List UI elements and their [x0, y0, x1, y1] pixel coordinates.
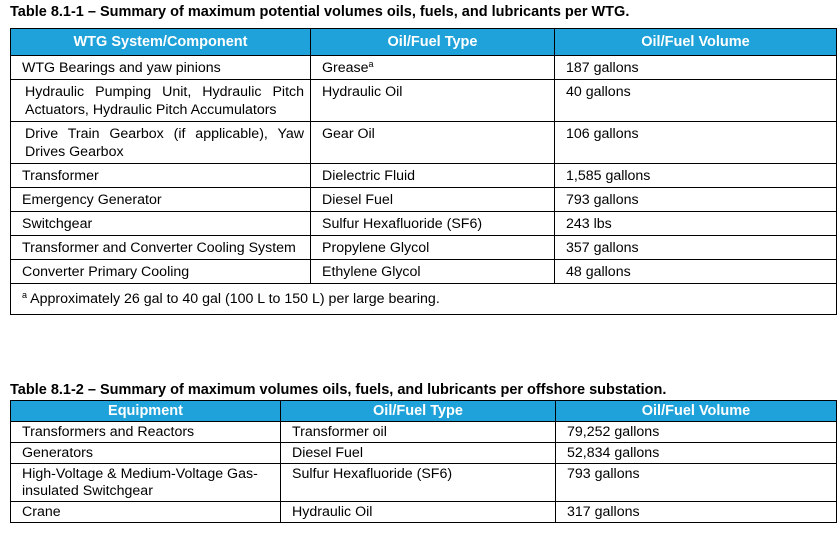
- footnote-marker: a: [368, 59, 374, 69]
- table-cell: Transformer oil: [281, 422, 556, 443]
- table-cell: Drive Train Gearbox (if applicable), Yaw Drives Gearbox: [11, 122, 311, 164]
- table-cell: WTG Bearings and yaw pinions: [11, 56, 311, 80]
- table-cell: 243 lbs: [555, 212, 837, 236]
- table-cell: Hydraulic Oil: [281, 502, 556, 523]
- footnote-text: Approximately 26 gal to 40 gal (100 L to 150 L) per large bearing.: [27, 291, 440, 307]
- table-cell: Generators: [11, 443, 281, 464]
- table-cell: Gear Oil: [311, 122, 555, 164]
- footnote-marker: a: [22, 290, 28, 300]
- table-row: [11, 464, 837, 502]
- substation-volumes-table: [10, 400, 837, 523]
- table-row: [11, 164, 837, 188]
- table-row: [11, 502, 837, 523]
- table-cell: Emergency Generator: [11, 188, 311, 212]
- table-cell: Hydraulic Pumping Unit, Hydraulic Pitch Actuators, Hydraulic Pitch Accumulators: [11, 80, 311, 122]
- table-footnote: [11, 284, 837, 315]
- table-cell: Hydraulic Oil: [311, 80, 555, 122]
- table-row: [11, 56, 837, 80]
- table-row: [11, 443, 837, 464]
- table-row: [11, 80, 837, 122]
- table-cell: Transformers and Reactors: [11, 422, 281, 443]
- table-cell: 48 gallons: [555, 260, 837, 284]
- column-header: Equipment: [11, 401, 281, 422]
- table-row: [11, 236, 837, 260]
- table-cell: 357 gallons: [555, 236, 837, 260]
- table-header-row: [11, 29, 837, 56]
- column-header: Oil/Fuel Type: [281, 401, 556, 422]
- table-cell: 1,585 gallons: [555, 164, 837, 188]
- table-cell: 52,834 gallons: [556, 443, 837, 464]
- table-cell: Converter Primary Cooling: [11, 260, 311, 284]
- column-header: WTG System/Component: [11, 29, 311, 56]
- table-cell: Diesel Fuel: [311, 188, 555, 212]
- table-cell: Switchgear: [11, 212, 311, 236]
- column-header: Oil/Fuel Volume: [556, 401, 837, 422]
- footnote-row: [11, 284, 837, 315]
- table-cell: High-Voltage & Medium-Voltage Gas- insulated Switchgear: [11, 464, 281, 502]
- table-cell: Sulfur Hexafluoride (SF6): [311, 212, 555, 236]
- table-row: [11, 260, 837, 284]
- table-cell: Dielectric Fluid: [311, 164, 555, 188]
- table-row: [11, 422, 837, 443]
- table-row: [11, 188, 837, 212]
- table-row: [11, 212, 837, 236]
- table-cell: 40 gallons: [555, 80, 837, 122]
- table-cell: Ethylene Glycol: [311, 260, 555, 284]
- wtg-volumes-table: [10, 28, 837, 315]
- table-caption: Table 8.1-1 – Summary of maximum potential volumes oils, fuels, and lubricants per WTG.: [10, 4, 630, 20]
- table-caption: Table 8.1-2 – Summary of maximum volumes oils, fuels, and lubricants per offshore substation.: [10, 382, 667, 398]
- table-cell: Diesel Fuel: [281, 443, 556, 464]
- table-cell: [311, 56, 555, 80]
- table-cell: 317 gallons: [556, 502, 837, 523]
- table-cell: Crane: [11, 502, 281, 523]
- table-cell: 106 gallons: [555, 122, 837, 164]
- table-cell: 187 gallons: [555, 56, 837, 80]
- table-cell: Sulfur Hexafluoride (SF6): [281, 464, 556, 502]
- cell-text: Grease: [322, 60, 369, 76]
- column-header: Oil/Fuel Volume: [555, 29, 837, 56]
- table-cell: Propylene Glycol: [311, 236, 555, 260]
- column-header: Oil/Fuel Type: [311, 29, 555, 56]
- table-row: [11, 122, 837, 164]
- table-header-row: [11, 401, 837, 422]
- table-cell: Transformer and Converter Cooling System: [11, 236, 311, 260]
- table-cell: 793 gallons: [556, 464, 837, 502]
- table-cell: 793 gallons: [555, 188, 837, 212]
- table-cell: 79,252 gallons: [556, 422, 837, 443]
- table-cell: Transformer: [11, 164, 311, 188]
